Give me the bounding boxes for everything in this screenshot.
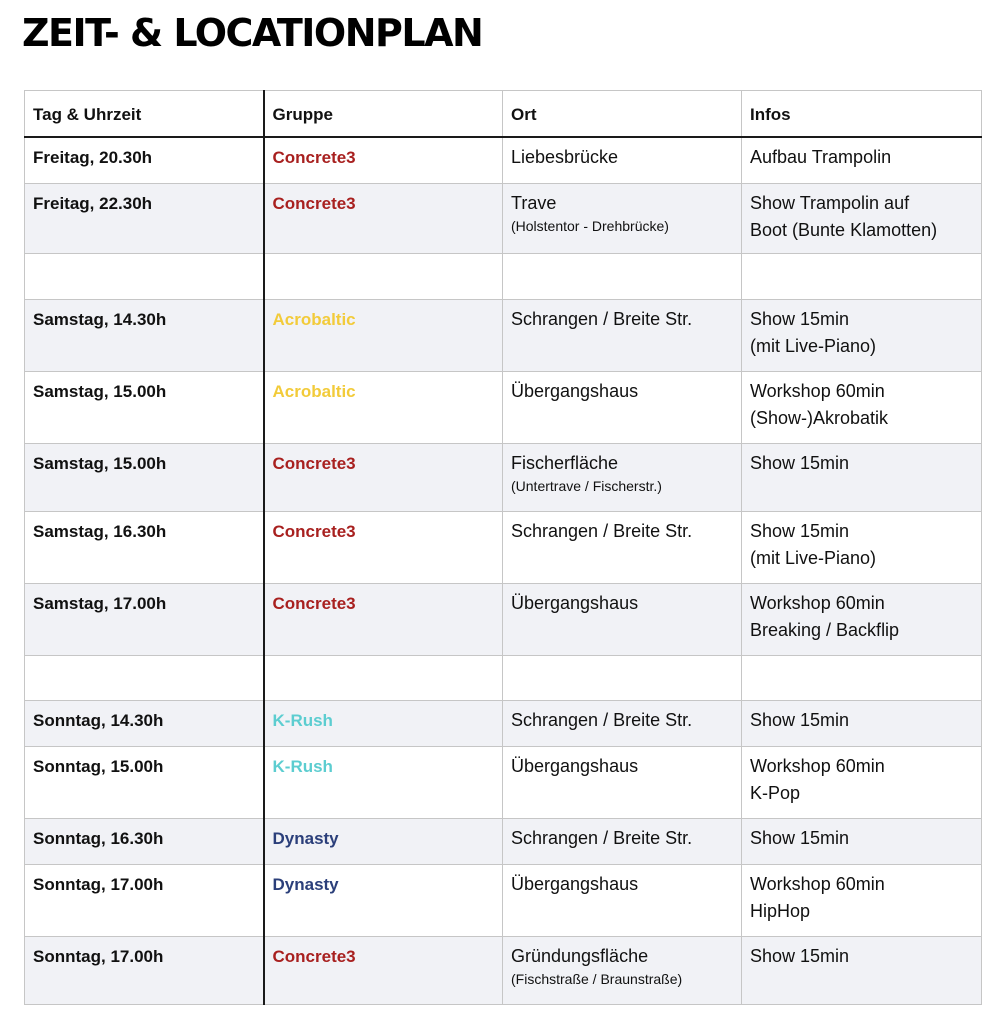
time-text: Freitag, 22.30h	[33, 194, 153, 213]
place-name: Schrangen / Breite Str.	[511, 521, 693, 541]
cell-time	[25, 937, 264, 1005]
header-info: Infos	[742, 91, 982, 137]
cell-place	[503, 937, 742, 1005]
info-line: HipHop	[750, 901, 811, 921]
cell-info	[742, 512, 982, 584]
cell-place	[503, 701, 742, 747]
time-text: Samstag, 17.00h	[33, 594, 167, 613]
cell-time	[25, 300, 264, 372]
time-text: Sonntag, 16.30h	[33, 829, 164, 848]
place-name: Schrangen / Breite Str.	[511, 309, 693, 329]
group-name: Concrete3	[272, 454, 356, 473]
cell-group	[264, 372, 503, 444]
cell-group	[264, 656, 503, 701]
cell-place	[503, 444, 742, 512]
cell-time	[25, 372, 264, 444]
time-text: Samstag, 16.30h	[33, 522, 167, 541]
place-name: Trave	[511, 193, 557, 213]
info-line: Show 15min	[750, 710, 850, 730]
cell-info	[742, 184, 982, 254]
spacer-row	[25, 254, 982, 300]
group-name: K-Rush	[272, 711, 333, 730]
group-name: K-Rush	[272, 757, 333, 776]
header-row	[25, 91, 982, 137]
header-group: Gruppe	[264, 91, 503, 137]
time-text: Samstag, 15.00h	[33, 382, 167, 401]
time-text: Samstag, 15.00h	[33, 454, 167, 473]
place-name: Fischerfläche	[511, 453, 619, 473]
cell-place	[503, 747, 742, 819]
cell-group	[264, 254, 503, 300]
info-line: Workshop 60min	[750, 593, 885, 613]
table-row	[25, 444, 982, 512]
cell-time	[25, 137, 264, 184]
table-row	[25, 372, 982, 444]
place-name: Übergangshaus	[511, 381, 639, 401]
cell-time	[25, 254, 264, 300]
table-row	[25, 300, 982, 372]
place-detail: (Untertrave / Fischerstr.)	[511, 478, 662, 494]
cell-time	[25, 444, 264, 512]
group-name: Concrete3	[272, 147, 356, 167]
time-text: Sonntag, 15.00h	[33, 757, 164, 776]
table-row	[25, 865, 982, 937]
group-name: Dynasty	[272, 829, 339, 848]
cell-place	[503, 254, 742, 300]
info-line: Show 15min	[750, 521, 850, 541]
cell-place	[503, 300, 742, 372]
group-name: Acrobaltic	[272, 310, 356, 329]
cell-place	[503, 656, 742, 701]
place-name: Übergangshaus	[511, 756, 639, 776]
page-title: ZEIT- & LOCATIONPLAN	[22, 11, 483, 55]
table-row	[25, 512, 982, 584]
info-line: Boot (Bunte Klamotten)	[750, 220, 938, 240]
cell-time	[25, 656, 264, 701]
cell-place	[503, 865, 742, 937]
cell-info	[742, 865, 982, 937]
schedule-table	[24, 90, 982, 1005]
cell-group	[264, 300, 503, 372]
info-line: Workshop 60min	[750, 874, 885, 894]
cell-group	[264, 865, 503, 937]
cell-place	[503, 819, 742, 865]
cell-group	[264, 184, 503, 254]
info-line: Show Trampolin auf	[750, 193, 910, 213]
time-text: Freitag, 20.30h	[33, 147, 153, 167]
cell-time	[25, 747, 264, 819]
cell-time	[25, 865, 264, 937]
table-body	[25, 137, 982, 1005]
place-detail: (Holstentor - Drehbrücke)	[511, 218, 669, 234]
time-text: Sonntag, 14.30h	[33, 711, 164, 730]
info-line: Aufbau Trampolin	[750, 146, 892, 167]
place-name: Übergangshaus	[511, 874, 639, 894]
table-row	[25, 937, 982, 1005]
cell-info	[742, 444, 982, 512]
group-name: Concrete3	[272, 594, 356, 613]
cell-group	[264, 819, 503, 865]
time-text: Sonntag, 17.00h	[33, 875, 164, 894]
cell-group	[264, 747, 503, 819]
info-line: (mit Live-Piano)	[750, 548, 877, 568]
info-line: (Show-)Akrobatik	[750, 408, 889, 428]
cell-time	[25, 701, 264, 747]
cell-group	[264, 512, 503, 584]
place-name: Schrangen / Breite Str.	[511, 828, 693, 848]
header-time: Tag & Uhrzeit	[25, 91, 264, 137]
cell-info	[742, 254, 982, 300]
table-row	[25, 819, 982, 865]
info-line: Show 15min	[750, 946, 850, 966]
cell-info	[742, 656, 982, 701]
info-line: K-Pop	[750, 783, 801, 803]
table-row	[25, 701, 982, 747]
info-line: Show 15min	[750, 453, 850, 473]
group-name: Dynasty	[272, 875, 339, 894]
group-name: Concrete3	[272, 947, 356, 966]
cell-place	[503, 584, 742, 656]
cell-group	[264, 584, 503, 656]
table-row	[25, 137, 982, 184]
cell-place	[503, 184, 742, 254]
info-line: Show 15min	[750, 828, 850, 848]
info-line: Workshop 60min	[750, 381, 885, 401]
place-name: Schrangen / Breite Str.	[511, 710, 693, 730]
info-line: (mit Live-Piano)	[750, 336, 877, 356]
cell-info	[742, 584, 982, 656]
place-detail: (Fischstraße / Braunstraße)	[511, 971, 683, 987]
cell-info	[742, 372, 982, 444]
group-name: Concrete3	[272, 194, 356, 213]
cell-time	[25, 184, 264, 254]
table-row	[25, 747, 982, 819]
group-name: Acrobaltic	[272, 382, 356, 401]
cell-info	[742, 747, 982, 819]
time-text: Samstag, 14.30h	[33, 310, 167, 329]
cell-place	[503, 512, 742, 584]
table-row	[25, 184, 982, 254]
place-name: Gründungsfläche	[511, 946, 649, 966]
cell-place	[503, 372, 742, 444]
place-name: Liebesbrücke	[511, 146, 619, 167]
time-text: Sonntag, 17.00h	[33, 947, 164, 966]
cell-group	[264, 937, 503, 1005]
table-header	[25, 91, 982, 137]
cell-info	[742, 819, 982, 865]
cell-group	[264, 444, 503, 512]
table-row	[25, 584, 982, 656]
cell-group	[264, 137, 503, 184]
spacer-row	[25, 656, 982, 701]
cell-time	[25, 512, 264, 584]
header-place: Ort	[503, 91, 742, 137]
cell-place	[503, 137, 742, 184]
cell-time	[25, 819, 264, 865]
info-line: Show 15min	[750, 309, 850, 329]
info-line: Workshop 60min	[750, 756, 885, 776]
cell-info	[742, 300, 982, 372]
cell-group	[264, 701, 503, 747]
place-name: Übergangshaus	[511, 593, 639, 613]
cell-info	[742, 137, 982, 184]
cell-time	[25, 584, 264, 656]
group-name: Concrete3	[272, 522, 356, 541]
cell-info	[742, 701, 982, 747]
cell-info	[742, 937, 982, 1005]
info-line: Breaking / Backflip	[750, 620, 900, 640]
